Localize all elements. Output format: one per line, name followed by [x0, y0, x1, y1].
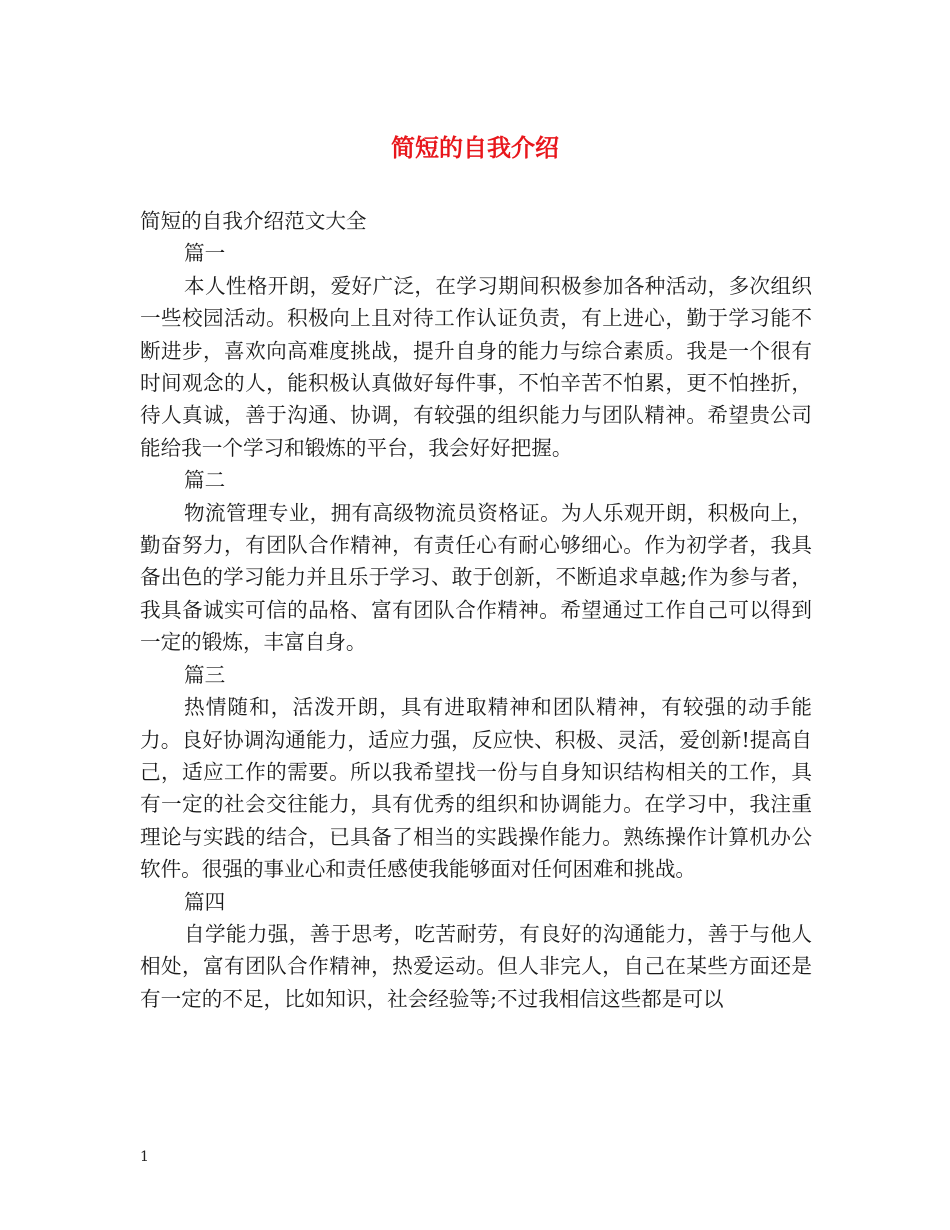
section-paragraph-3: 热情随和，活泼开朗，具有进取精神和团队精神，有较强的动手能力。良好协调沟通能力，适应力强，反应快、积极、灵活，爱创新!提高自己，适应工作的需要。所以我希望找一份与自身知识结构相关的工作，具有一定的社会交往能力，具有优秀的组织和协调能力。在学习中，我注重理论与实践的结合，已具备了相当的实践操作能力。熟练操作计算机办公软件。很强的事业心和责任感使我能够面对任何困难和挑战。	[140, 695, 812, 882]
section-heading-4: 篇四	[184, 889, 226, 914]
section-paragraph-2: 物流管理专业，拥有高级物流员资格证。为人乐观开朗，积极向上，勤奋努力，有团队合作精神，有责任心有耐心够细心。作为初学者，我具备出色的学习能力并且乐于学习、敢于创新，不断追求卓越;作为参与者，我具备诚实可信的品格、富有团队合作精神。希望通过工作自己可以得到一定的锻炼，丰富自身。	[140, 500, 812, 655]
section-heading-3: 篇三	[184, 662, 226, 687]
page-number: 1	[140, 1149, 149, 1165]
section-paragraph-1: 本人性格开朗，爱好广泛，在学习期间积极参加各种活动，多次组织一些校园活动。积极向上且对待工作认证负责，有上进心，勤于学习能不断进步，喜欢向高难度挑战，提升自身的能力与综合素质。我是一个很有时间观念的人，能积极认真做好每件事，不怕辛苦不怕累，更不怕挫折，待人真诚，善于沟通、协调，有较强的组织能力与团队精神。希望贵公司能给我一个学习和锻炼的平台，我会好好把握。	[140, 273, 812, 460]
document-title: 简短的自我介绍	[391, 133, 559, 162]
section-paragraph-4: 自学能力强，善于思考，吃苦耐劳，有良好的沟通能力，善于与他人相处，富有团队合作精神，热爱运动。但人非完人，自己在某些方面还是有一定的不足，比如知识，社会经验等;不过我相信这些都是可以	[140, 921, 812, 1011]
document-body	[140, 205, 812, 1015]
document-subtitle: 简短的自我介绍范文大全	[140, 209, 367, 233]
section-heading-2: 篇二	[184, 468, 226, 493]
section-heading-1: 篇一	[184, 241, 226, 266]
